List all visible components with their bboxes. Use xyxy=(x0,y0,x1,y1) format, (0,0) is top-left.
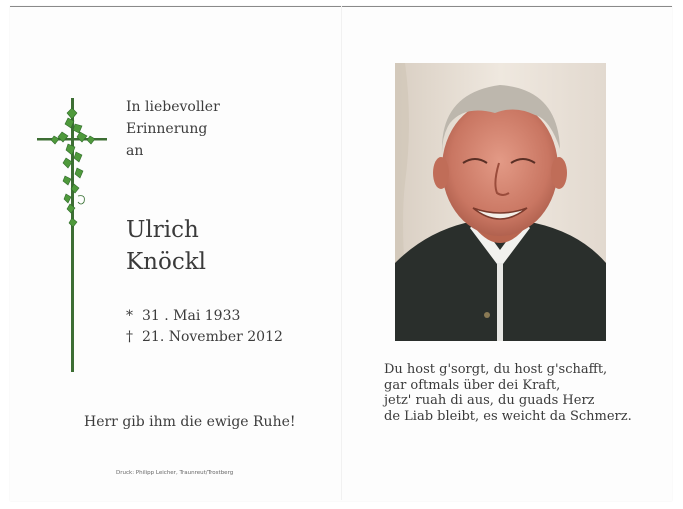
death-date: 21. November 2012 xyxy=(142,329,283,345)
first-name: Ulrich xyxy=(126,217,199,243)
last-name: Knöckl xyxy=(126,249,207,275)
printer-credit: Druck: Philipp Leicher, Traunreut/Trostberg xyxy=(116,470,234,476)
ivy-cross-icon xyxy=(32,96,112,376)
intro-text xyxy=(126,96,220,162)
poem-line: Du host g'sorgt, du host g'schafft, xyxy=(384,362,608,377)
birth-line xyxy=(126,306,283,327)
poem-line: de Liab bleibt, es weicht da Schmerz. xyxy=(384,408,632,424)
intro-line: an xyxy=(126,143,144,159)
poem-text xyxy=(384,362,632,424)
card-fold xyxy=(341,6,342,500)
portrait-photo xyxy=(395,63,606,341)
birth-symbol: * xyxy=(126,308,133,324)
birth-date: 31 . Mai 1933 xyxy=(142,308,241,324)
intro-line: Erinnerung xyxy=(126,121,208,137)
poem-line: jetz' ruah di aus, du guads Herz xyxy=(384,393,595,408)
prayer-text: Herr gib ihm die ewige Ruhe! xyxy=(84,414,296,430)
life-dates xyxy=(126,306,283,348)
deceased-name xyxy=(126,214,206,278)
poem-line: gar oftmals über dei Kraft, xyxy=(384,377,561,393)
intro-line: In liebevoller xyxy=(126,99,220,115)
death-line xyxy=(126,327,283,348)
death-symbol: † xyxy=(126,329,133,345)
